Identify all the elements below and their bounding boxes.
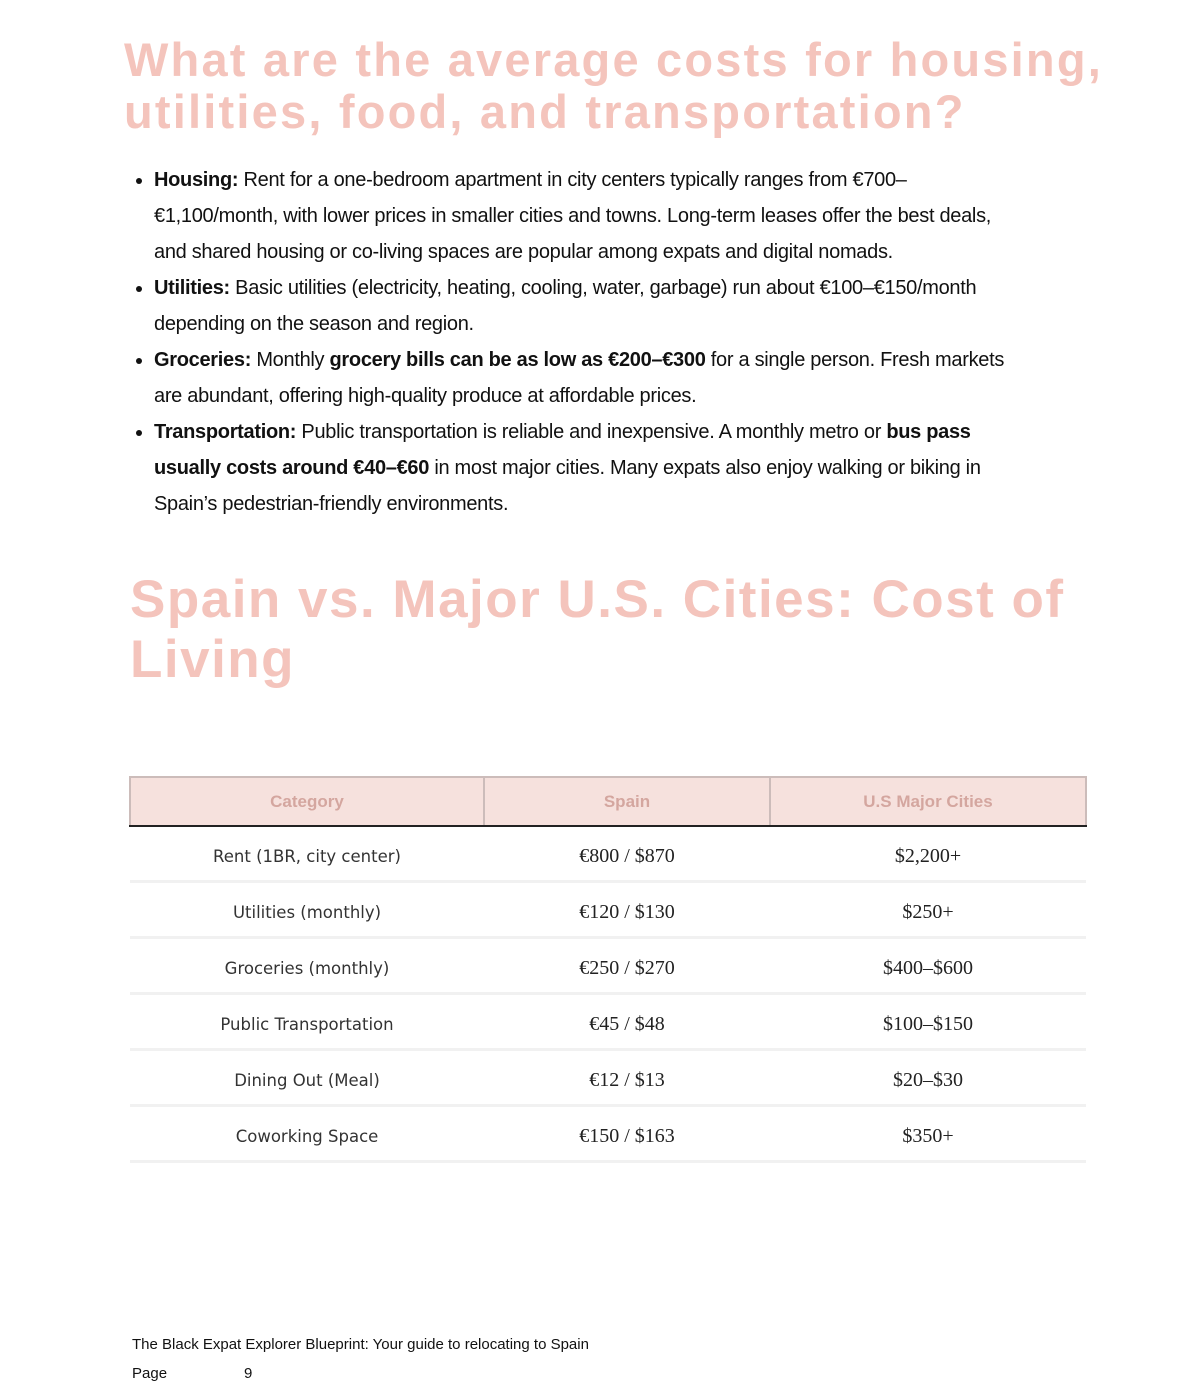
bullet-groceries: • Groceries: Monthly grocery bills can be as low as €200–€300 for a single person. Fresh markets are abundant, offering high-quality produce at affordable prices.	[154, 342, 1024, 414]
cell-category: Utilities (monthly)	[130, 882, 484, 938]
bullet-transportation: • Transportation: Public transportation is reliable and inexpensive. A monthly metro or bus pass usually costs around €40–€60 in most major cities. Many expats also enjoy walking or biking in Spain’s pedestrian-friendly environments.	[154, 414, 1024, 522]
cell-us: $250+	[770, 882, 1086, 938]
cell-spain: €250 / $270	[484, 938, 770, 994]
cell-spain: €800 / $870	[484, 826, 770, 882]
footer-page-label: Page	[132, 1365, 168, 1382]
column-header-spain: Spain	[484, 777, 770, 826]
bullet-utilities: • Utilities: Basic utilities (electricity, heating, cooling, water, garbage) run about €100–€150/month depending on the season and region.	[154, 270, 1024, 342]
cell-category: Coworking Space	[130, 1106, 484, 1162]
cell-category: Public Transportation	[130, 994, 484, 1050]
cost-bullet-list	[130, 162, 1024, 522]
table-row	[130, 1106, 1086, 1162]
cell-spain: €120 / $130	[484, 882, 770, 938]
table-row	[130, 826, 1086, 882]
table-row	[130, 938, 1086, 994]
cell-category: Rent (1BR, city center)	[130, 826, 484, 882]
table-row	[130, 882, 1086, 938]
table-row	[130, 994, 1086, 1050]
bullet-housing: • Housing: Rent for a one-bedroom apartment in city centers typically ranges from €700–€1,100/month, with lower prices in smaller cities and towns. Long-term leases offer the best deals, and shared housing or co-living spaces are popular among expats and digital nomads.	[154, 162, 1024, 270]
cell-us: $350+	[770, 1106, 1086, 1162]
cell-category: Dining Out (Meal)	[130, 1050, 484, 1106]
cell-us: $2,200+	[770, 826, 1086, 882]
cell-us: $400–$600	[770, 938, 1086, 994]
section-heading-costs: What are the average costs for housing, utilities, food, and transportation?	[124, 33, 1104, 138]
column-header-category: Category	[130, 777, 484, 826]
cost-comparison-table	[129, 776, 1087, 1163]
footer-title: The Black Expat Explorer Blueprint: Your guide to relocating to Spain	[132, 1336, 589, 1353]
section-heading-comparison: Spain vs. Major U.S. Cities: Cost of Living	[130, 570, 1065, 689]
cell-spain: €12 / $13	[484, 1050, 770, 1106]
cell-spain: €45 / $48	[484, 994, 770, 1050]
column-header-us: U.S Major Cities	[770, 777, 1086, 826]
cell-us: $20–$30	[770, 1050, 1086, 1106]
footer-page-number: 9	[244, 1365, 253, 1382]
table-header-row	[130, 777, 1086, 826]
table-row	[130, 1050, 1086, 1106]
cell-spain: €150 / $163	[484, 1106, 770, 1162]
cell-us: $100–$150	[770, 994, 1086, 1050]
cell-category: Groceries (monthly)	[130, 938, 484, 994]
